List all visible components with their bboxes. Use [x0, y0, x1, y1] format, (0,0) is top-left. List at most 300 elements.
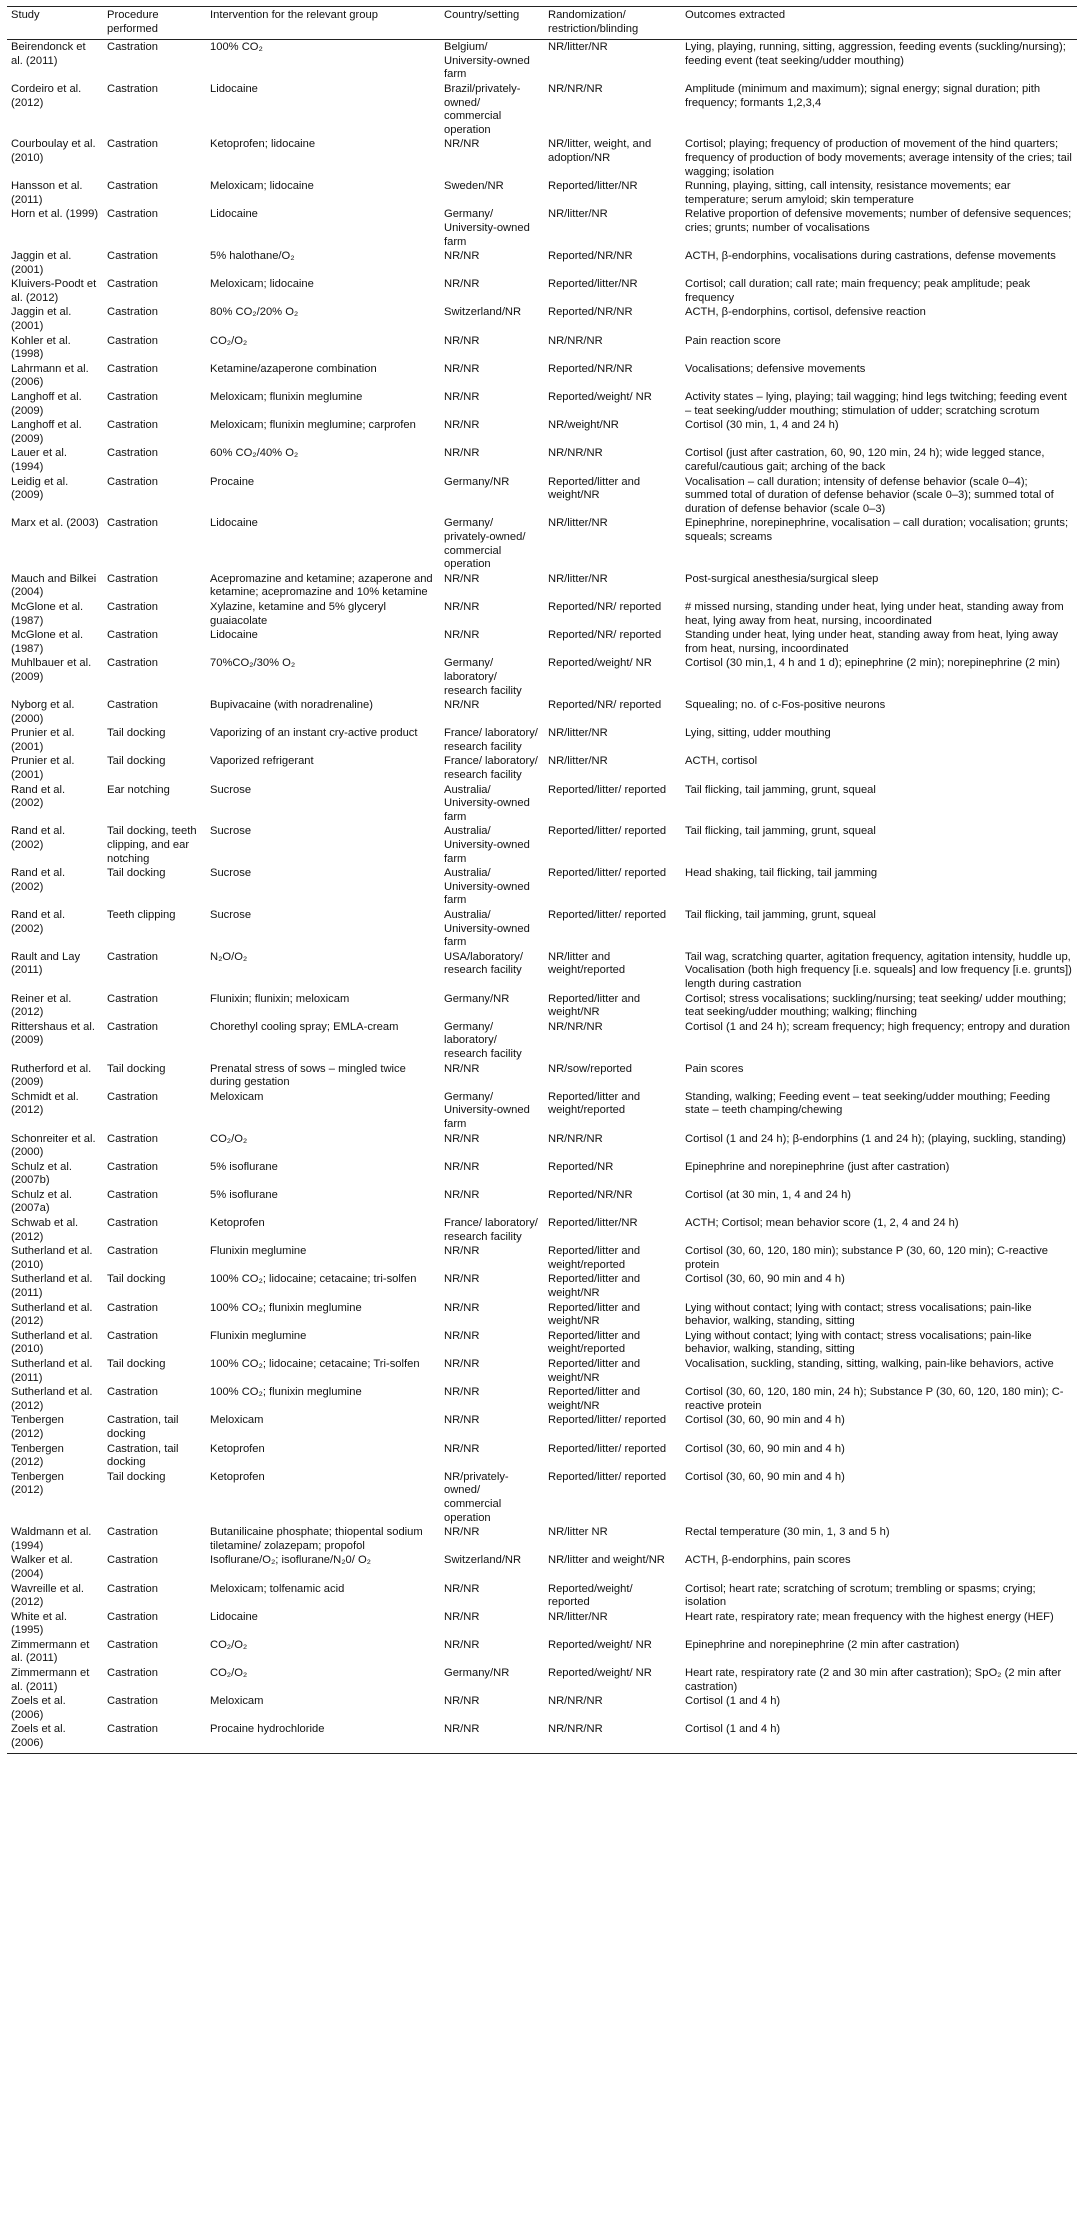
cell-outcomes: Heart rate, respiratory rate (2 and 30 min after castration); SpO₂ (2 min after castration): [685, 1667, 1062, 1693]
cell-procedure: Castration: [107, 992, 158, 1005]
cell-country: NR/NR: [444, 138, 480, 151]
cell-randomization: Reported/litter/NR: [548, 180, 638, 193]
cell-study: Rand et al. (2002): [11, 825, 66, 852]
cell-intervention: Ketoprofen: [210, 1470, 265, 1483]
cell-country: Australia/ University-owned farm: [444, 909, 530, 949]
cell-intervention: Meloxicam; flunixin meglumine; carprofen: [210, 419, 416, 432]
cell-country: Australia/ University-owned farm: [444, 867, 530, 907]
cell-study: Reiner et al. (2012): [11, 992, 72, 1019]
cell-country: NR/NR: [444, 1610, 480, 1623]
cell-randomization: Reported/NR/NR: [548, 362, 633, 375]
table-row: [7, 305, 1077, 333]
cell-intervention: Procaine hydrochloride: [206, 1722, 440, 1753]
cell-study: Muhlbauer et al. (2009): [11, 657, 92, 683]
cell-study: Lauer et al. (1994): [11, 447, 67, 473]
cell-study: Waldmann et al. (1994): [11, 1526, 92, 1552]
cell-randomization: Reported/NR/NR: [548, 306, 633, 319]
cell-country: NR/NR: [444, 391, 480, 404]
cell-procedure: Castration: [107, 1160, 158, 1173]
cell-procedure: Tail docking: [107, 755, 166, 768]
table-row: [7, 908, 1077, 950]
cell-outcomes: Cortisol (30, 60, 120, 180 min, 24 h); Substance P (30, 60, 120, 180 min); C-reactive protein: [685, 1386, 1064, 1412]
header-randomization: Randomization/ restriction/blinding: [544, 7, 681, 40]
table-row: [7, 277, 1077, 305]
cell-outcomes: Running, playing, sitting, call intensity, resistance movements; ear temperature; serum amyloid; skin temperature: [685, 180, 1011, 206]
cell-intervention: 100% CO₂; lidocaine; cetacaine; tri-solfen: [210, 1273, 417, 1286]
cell-randomization: Reported/litter/ reported: [548, 825, 667, 838]
cell-study: Rutherford et al. (2009): [11, 1062, 92, 1089]
cell-intervention: 70%CO₂/30% O₂: [210, 657, 296, 670]
cell-study: McGlone et al. (1987): [11, 629, 84, 655]
table-row: [7, 82, 1077, 137]
table-row: [7, 1638, 1077, 1666]
cell-intervention: Acepromazine and ketamine; azaperone and ketamine; acepromazine and 10% ketamine: [210, 572, 433, 599]
cell-intervention: 100% CO₂; flunixin meglumine: [210, 1386, 362, 1399]
cell-country: NR/NR: [444, 1273, 480, 1286]
cell-country: Germany/ privately-owned/ commercial operation: [444, 517, 526, 571]
cell-country: Germany/NR: [444, 475, 510, 488]
cell-country: NR/NR: [444, 1386, 480, 1399]
cell-study: Cordeiro et al. (2012): [11, 82, 82, 109]
cell-procedure: Castration: [107, 362, 158, 375]
cell-intervention: Sucrose: [210, 825, 252, 838]
cell-procedure: Castration: [107, 180, 158, 193]
cell-country: NR/NR: [444, 419, 480, 432]
cell-country: NR/NR: [444, 1062, 480, 1075]
cell-intervention: Xylazine, ketamine and 5% glyceryl guaiacolate: [210, 600, 386, 627]
cell-study: Schonreiter et al. (2000): [11, 1132, 96, 1159]
cell-country: NR/NR: [444, 1695, 480, 1708]
table-row: [7, 1329, 1077, 1357]
cell-intervention: Lidocaine: [210, 82, 258, 95]
cell-randomization: NR/NR/NR: [548, 1020, 603, 1033]
cell-randomization: Reported/NR: [548, 1160, 614, 1173]
cell-intervention: Ketoprofen; lidocaine: [210, 138, 316, 151]
cell-intervention: Meloxicam: [210, 1090, 264, 1103]
cell-randomization: Reported/weight/ NR: [548, 1667, 652, 1680]
cell-randomization: NR/NR/NR: [548, 82, 603, 95]
cell-study: Sutherland et al. (2010): [11, 1329, 93, 1356]
cell-intervention: Meloxicam: [210, 1414, 264, 1427]
cell-outcomes: Cortisol; call duration; call rate; main frequency; peak amplitude; peak frequency: [685, 278, 1031, 304]
cell-procedure: Castration: [107, 572, 158, 585]
cell-study: Leidig et al. (2009): [11, 475, 69, 502]
cell-randomization: Reported/litter and weight/reported: [548, 1245, 641, 1271]
cell-randomization: NR/litter and weight/NR: [548, 1554, 665, 1567]
cell-randomization: NR/NR/NR: [544, 1722, 681, 1753]
cell-outcomes: Vocalisation – call duration; intensity of defense behavior (scale 0–4); summed total of duration of defense behavior (scale 0–3); summed total of duration of defense behavior (scale 0–3): [685, 475, 1054, 515]
cell-intervention: Ketoprofen: [210, 1217, 265, 1230]
cell-outcomes: Cortisol (30, 60, 90 min and 4 h): [685, 1442, 845, 1455]
table-row: [7, 334, 1077, 362]
header-intervention: Intervention for the relevant group: [206, 7, 440, 40]
cell-study: Lahrmann et al. (2006): [11, 362, 89, 389]
cell-outcomes: Cortisol (30 min,1, 4 h and 1 d); epinephrine (2 min); norepinephrine (2 min): [685, 657, 1060, 670]
cell-outcomes: Activity states – lying, playing; tail wagging; hind legs twitching; feeding event – teat seeking/udder mouthing; stimulation of udder; scratching scrotum: [685, 391, 1067, 417]
table-row: [7, 1160, 1077, 1188]
cell-intervention: Meloxicam; flunixin meglumine: [210, 391, 363, 404]
table-row: [7, 726, 1077, 754]
cell-country: NR/NR: [444, 334, 480, 347]
cell-country: Sweden/NR: [444, 180, 504, 193]
cell-randomization: NR/litter/NR: [548, 572, 608, 585]
cell-randomization: NR/weight/NR: [548, 419, 619, 432]
cell-procedure: Castration: [107, 1554, 158, 1567]
cell-procedure: Tail docking: [107, 1273, 166, 1286]
table-row: [7, 1062, 1077, 1090]
cell-outcomes: Cortisol (30, 60, 90 min and 4 h): [685, 1414, 845, 1427]
cell-outcomes: # missed nursing, standing under heat, lying under heat, standing away from heat, lying away from heat, nursing, incoordinated: [685, 600, 1064, 627]
cell-outcomes: Lying, sitting, udder mouthing: [685, 727, 831, 740]
table-row: [7, 1442, 1077, 1470]
table-row: [7, 1020, 1077, 1062]
cell-outcomes: Cortisol (1 and 4 h): [681, 1722, 1077, 1753]
cell-country: NR/NR: [444, 1329, 480, 1342]
cell-study: Langhoff et al. (2009): [11, 391, 82, 417]
cell-country: Germany/NR: [444, 992, 510, 1005]
cell-study: Mauch and Bilkei (2004): [11, 572, 97, 599]
cell-intervention: 100% CO₂: [210, 41, 263, 54]
cell-study: Sutherland et al. (2012): [11, 1386, 93, 1412]
cell-outcomes: Cortisol (at 30 min, 1, 4 and 24 h): [685, 1188, 852, 1201]
cell-intervention: Bupivacaine (with noradrenaline): [210, 699, 373, 712]
table-row: [7, 754, 1077, 782]
cell-country: NR/NR: [444, 1301, 480, 1314]
cell-procedure: Castration: [107, 1695, 158, 1708]
cell-outcomes: ACTH, β-endorphins, pain scores: [685, 1554, 851, 1567]
cell-outcomes: Epinephrine and norepinephrine (2 min after castration): [685, 1638, 960, 1651]
cell-intervention: Ketoprofen: [210, 1442, 265, 1455]
cell-country: Germany/ University-owned farm: [444, 208, 530, 248]
cell-randomization: NR/litter/NR: [548, 517, 608, 530]
cell-country: NR/NR: [444, 1442, 480, 1455]
cell-intervention: CO₂/O₂: [210, 1132, 248, 1145]
cell-outcomes: Standing under heat, lying under heat, standing away from heat, lying away from heat, nursing, incoordinated: [685, 629, 1059, 655]
cell-study: Rittershaus et al. (2009): [11, 1020, 95, 1047]
cell-intervention: Procaine: [210, 475, 255, 488]
cell-randomization: NR/litter/NR: [548, 41, 608, 54]
cell-study: Hansson et al. (2011): [11, 180, 83, 206]
table-row: [7, 1525, 1077, 1553]
cell-study: Zimmermann et al. (2011): [11, 1667, 90, 1693]
header-outcomes: Outcomes extracted: [681, 7, 1077, 40]
cell-outcomes: Cortisol; heart rate; scratching of scrotum; trembling or spasms; crying; isolation: [685, 1582, 1036, 1609]
cell-procedure: Castration: [107, 1667, 158, 1680]
cell-study: Schwab et al. (2012): [11, 1217, 79, 1243]
cell-outcomes: ACTH, β-endorphins, vocalisations during castrations, defense movements: [685, 250, 1056, 263]
cell-country: NR/NR: [444, 362, 480, 375]
cell-intervention: 100% CO₂; flunixin meglumine: [210, 1301, 362, 1314]
cell-outcomes: Cortisol (1 and 4 h): [685, 1695, 781, 1708]
cell-country: Australia/ University-owned farm: [444, 783, 530, 823]
cell-intervention: 5% halothane/O₂: [210, 250, 295, 263]
cell-country: NR/NR: [444, 600, 480, 613]
cell-country: NR/NR: [444, 1160, 480, 1173]
cell-intervention: Flunixin meglumine: [210, 1245, 307, 1258]
table-row: [7, 390, 1077, 418]
cell-study: Wavreille et al. (2012): [11, 1582, 84, 1609]
cell-country: France/ laboratory/ research facility: [444, 727, 538, 753]
cell-study: McGlone et al. (1987): [11, 600, 84, 627]
header-procedure: Procedure performed: [103, 7, 206, 40]
cell-intervention: CO₂/O₂: [210, 1667, 248, 1680]
table-row: [7, 1470, 1077, 1525]
cell-randomization: Reported/litter and weight/reported: [548, 1329, 641, 1356]
cell-randomization: Reported/litter and weight/reported: [548, 1090, 641, 1117]
cell-randomization: Reported/litter and weight/NR: [548, 1273, 641, 1300]
cell-randomization: Reported/litter and weight/NR: [548, 1301, 641, 1328]
table-row: [7, 1694, 1077, 1722]
cell-randomization: Reported/weight/ NR: [548, 657, 652, 670]
cell-procedure: Castration: [103, 1722, 206, 1753]
header-study: Study: [7, 7, 103, 40]
cell-country: NR/NR: [444, 250, 480, 263]
cell-outcomes: Cortisol; stress vocalisations; suckling/nursing; teat seeking/ udder mouthing; teat seeking/udder mouthing; walking; flinching: [685, 992, 1067, 1019]
cell-country: Brazil/privately-owned/ commercial operation: [444, 82, 521, 136]
table-row: [7, 1553, 1077, 1581]
cell-country: NR/NR: [444, 1188, 480, 1201]
table-row: [7, 698, 1077, 726]
cell-outcomes: Vocalisations; defensive movements: [685, 362, 866, 375]
cell-randomization: Reported/NR/NR: [548, 1188, 633, 1201]
cell-outcomes: Tail wag, scratching quarter, agitation frequency, agitation intensity, huddle up, Vocalisation (both high frequency [i.e. squeals] and low frequency [i.e. grunts]) length during castration: [685, 950, 1072, 990]
table-header: [7, 7, 1077, 40]
cell-procedure: Castration: [107, 517, 158, 530]
cell-intervention: 80% CO₂/20% O₂: [210, 306, 299, 319]
cell-study: Schulz et al. (2007a): [11, 1188, 72, 1215]
cell-procedure: Castration: [107, 41, 158, 54]
cell-study: Rand et al. (2002): [11, 867, 66, 893]
cell-procedure: Castration: [107, 278, 158, 291]
cell-randomization: NR/litter/NR: [548, 1610, 608, 1623]
cell-country: Belgium/ University-owned farm: [444, 41, 530, 81]
cell-procedure: Castration: [107, 306, 158, 319]
cell-procedure: Castration: [107, 334, 158, 347]
cell-procedure: Castration: [107, 447, 158, 460]
cell-country: NR/NR: [444, 1582, 480, 1595]
table-row: [7, 137, 1077, 179]
cell-procedure: Castration, tail docking: [107, 1442, 179, 1469]
cell-study: Beirendonck et al. (2011): [11, 41, 86, 67]
cell-procedure: Castration: [107, 1329, 158, 1342]
cell-intervention: CO₂/O₂: [210, 1638, 248, 1651]
cell-study: Sutherland et al. (2012): [11, 1301, 93, 1328]
cell-country: NR/NR: [440, 1722, 544, 1753]
cell-outcomes: Rectal temperature (30 min, 1, 3 and 5 h): [685, 1526, 890, 1539]
cell-study: Zoels et al. (2006): [7, 1722, 103, 1753]
cell-procedure: Tail docking: [107, 727, 166, 740]
table-row: [7, 1132, 1077, 1160]
cell-country: Germany/NR: [444, 1667, 510, 1680]
cell-randomization: NR/NR/NR: [548, 447, 603, 460]
cell-intervention: 100% CO₂; lidocaine; cetacaine; Tri-solfen: [210, 1358, 420, 1370]
cell-outcomes: ACTH; Cortisol; mean behavior score (1, 2, 4 and 24 h): [685, 1217, 959, 1230]
cell-procedure: Tail docking: [107, 867, 166, 880]
cell-study: Marx et al. (2003): [11, 517, 99, 530]
table-body: [7, 40, 1077, 1753]
cell-study: Rault and Lay (2011): [11, 950, 81, 977]
cell-study: Kluivers-Poodt et al. (2012): [11, 278, 97, 304]
cell-randomization: Reported/litter and weight/NR: [548, 1358, 641, 1384]
cell-randomization: Reported/litter/ reported: [548, 1414, 667, 1427]
cell-randomization: Reported/litter and weight/NR: [548, 1386, 641, 1412]
cell-study: Tenbergen (2012): [11, 1414, 64, 1440]
cell-study: Courboulay et al. (2010): [11, 138, 96, 164]
cell-intervention: Lidocaine: [210, 629, 258, 642]
cell-study: Sutherland et al. (2010): [11, 1245, 93, 1271]
cell-randomization: Reported/weight/ NR: [548, 1638, 652, 1651]
cell-randomization: NR/litter/NR: [548, 755, 608, 768]
cell-outcomes: Squealing; no. of c-Fos-positive neurons: [685, 699, 886, 712]
cell-outcomes: Cortisol (30, 60, 120, 180 min); substance P (30, 60, 120 min); C-reactive protein: [685, 1245, 1048, 1271]
cell-country: Australia/ University-owned farm: [444, 825, 530, 865]
table-row: [7, 1413, 1077, 1441]
cell-procedure: Castration: [107, 657, 158, 670]
cell-intervention: CO₂/O₂: [210, 334, 248, 347]
cell-randomization: NR/litter/NR: [548, 208, 608, 221]
cell-outcomes: Tail flicking, tail jamming, grunt, squeal: [685, 909, 876, 921]
cell-outcomes: Cortisol (30, 60, 90 min and 4 h): [685, 1470, 845, 1483]
cell-outcomes: Heart rate, respiratory rate; mean frequency with the highest energy (HEF): [685, 1610, 1054, 1623]
cell-study: Nyborg et al. (2000): [11, 699, 75, 725]
cell-study: Rand et al. (2002): [11, 783, 66, 810]
cell-outcomes: Standing, walking; Feeding event – teat seeking/udder mouthing; Feeding state – teeth champing/chewing: [685, 1090, 1051, 1117]
cell-study: Schmidt et al. (2012): [11, 1090, 79, 1117]
cell-country: NR/NR: [444, 1132, 480, 1145]
cell-intervention: 5% isoflurane: [210, 1188, 278, 1201]
cell-outcomes: Cortisol; playing; frequency of production of movement of the hind quarters; frequency of production of body movements; average intensity of the cries; tail wagging; isolation: [685, 138, 1072, 178]
cell-randomization: NR/litter/NR: [548, 727, 608, 740]
cell-intervention: 60% CO₂/40% O₂: [210, 447, 299, 460]
cell-randomization: Reported/litter/NR: [548, 278, 638, 291]
cell-country: Switzerland/NR: [444, 1554, 522, 1567]
cell-procedure: Castration: [107, 1090, 158, 1103]
cell-procedure: Castration: [107, 699, 158, 712]
cell-randomization: NR/litter, weight, and adoption/NR: [548, 138, 652, 164]
cell-procedure: Castration: [107, 1245, 158, 1258]
cell-intervention: Prenatal stress of sows – mingled twice during gestation: [210, 1062, 406, 1089]
cell-outcomes: Head shaking, tail flicking, tail jamming: [685, 867, 878, 880]
cell-outcomes: Pain reaction score: [685, 334, 781, 347]
cell-procedure: Castration, tail docking: [107, 1414, 179, 1440]
cell-procedure: Castration: [107, 82, 158, 95]
table-row: [7, 475, 1077, 517]
cell-outcomes: Relative proportion of defensive movements; number of defensive sequences; cries; grunts; number of vocalisations: [685, 208, 1072, 234]
cell-randomization: NR/litter NR: [548, 1526, 608, 1539]
cell-randomization: Reported/weight/ reported: [548, 1582, 633, 1609]
cell-intervention: Flunixin meglumine: [210, 1329, 307, 1342]
cell-intervention: Sucrose: [210, 867, 252, 880]
cell-procedure: Tail docking: [107, 1470, 166, 1483]
cell-country: France/ laboratory/ research facility: [444, 755, 538, 782]
cell-outcomes: Lying, playing, running, sitting, aggression, feeding events (suckling/nursing); feeding event (teat seeking/udder mouthing): [685, 41, 1066, 67]
cell-outcomes: Cortisol (just after castration, 60, 90, 120 min, 24 h); wide legged stance, careful/cautious gait; arching of the back: [685, 447, 1045, 473]
cell-intervention: Lidocaine: [210, 517, 258, 530]
header-country: Country/setting: [440, 7, 544, 40]
table-row: [7, 992, 1077, 1020]
cell-country: Germany/ laboratory/ research facility: [444, 1020, 522, 1060]
table-row: [7, 1272, 1077, 1300]
cell-procedure: Castration: [107, 1386, 158, 1399]
cell-intervention: Chorethyl cooling spray; EMLA-cream: [210, 1020, 399, 1033]
cell-country: USA/laboratory/ research facility: [444, 950, 523, 977]
cell-procedure: Tail docking, teeth clipping, and ear notching: [107, 825, 197, 865]
table-row: [7, 824, 1077, 866]
cell-study: Langhoff et al. (2009): [11, 419, 82, 445]
cell-outcomes: ACTH, β-endorphins, cortisol, defensive reaction: [685, 306, 926, 319]
cell-procedure: Castration: [107, 1188, 158, 1201]
table-row: [7, 572, 1077, 600]
cell-country: NR/NR: [444, 1414, 480, 1427]
table-row: [7, 1582, 1077, 1610]
cell-procedure: Castration: [107, 1217, 158, 1230]
header-row: [7, 7, 1077, 40]
cell-outcomes: Tail flicking, tail jamming, grunt, squeal: [685, 825, 876, 838]
cell-study: Kohler et al. (1998): [11, 334, 71, 361]
cell-intervention: N₂O/O₂: [210, 950, 248, 963]
cell-study: Prunier et al. (2001): [11, 727, 75, 753]
cell-procedure: Castration: [107, 419, 158, 432]
cell-study: Sutherland et al. (2011): [11, 1358, 93, 1384]
cell-country: NR/NR: [444, 1245, 480, 1258]
table-row: [7, 1666, 1077, 1694]
cell-procedure: Castration: [107, 600, 158, 613]
cell-study: White et al. (1995): [11, 1610, 67, 1637]
cell-randomization: NR/NR/NR: [548, 1132, 603, 1145]
cell-randomization: Reported/litter and weight/NR: [548, 992, 641, 1019]
cell-randomization: Reported/NR/ reported: [548, 699, 662, 712]
cell-country: NR/NR: [444, 278, 480, 291]
cell-outcomes: Pain scores: [685, 1062, 744, 1075]
cell-intervention: Butanilicaine phosphate; thiopental sodium tiletamine/ zolazepam; propofol: [210, 1526, 423, 1552]
cell-randomization: Reported/litter/ reported: [548, 1470, 667, 1483]
cell-randomization: Reported/litter/NR: [548, 1217, 638, 1230]
cell-country: NR/NR: [444, 1358, 480, 1370]
cell-randomization: Reported/NR/ reported: [548, 600, 662, 613]
cell-procedure: Castration: [107, 1132, 158, 1145]
cell-country: NR/privately-owned/ commercial operation: [444, 1470, 509, 1524]
table-row: [7, 656, 1077, 698]
cell-country: NR/NR: [444, 629, 480, 642]
table-row: [7, 516, 1077, 571]
cell-country: NR/NR: [444, 699, 480, 712]
cell-outcomes: Vocalisation, suckling, standing, sitting, walking, pain-like behaviors, active: [685, 1358, 1054, 1370]
table-row: [7, 179, 1077, 207]
cell-outcomes: ACTH, cortisol: [685, 755, 758, 768]
table-row: [7, 600, 1077, 628]
cell-outcomes: Cortisol (1 and 24 h); scream frequency; high frequency; entropy and duration: [685, 1020, 1070, 1033]
table-row: [7, 1722, 1077, 1753]
cell-randomization: Reported/litter/ reported: [548, 1442, 667, 1455]
cell-randomization: NR/sow/reported: [548, 1062, 632, 1075]
cell-procedure: Castration: [107, 138, 158, 151]
cell-country: NR/NR: [444, 572, 480, 585]
table-row: [7, 950, 1077, 992]
cell-intervention: 5% isoflurane: [210, 1160, 278, 1173]
cell-study: Prunier et al. (2001): [11, 755, 75, 782]
table-row: [7, 1216, 1077, 1244]
cell-randomization: Reported/litter/ reported: [548, 909, 667, 921]
cell-randomization: Reported/NR/NR: [548, 250, 633, 263]
cell-country: France/ laboratory/ research facility: [444, 1217, 538, 1243]
cell-outcomes: Lying without contact; lying with contact; stress vocalisations; pain-like behavior, walking, standing, sitting: [685, 1301, 1032, 1328]
table-row: [7, 40, 1077, 82]
cell-procedure: Castration: [107, 1526, 158, 1539]
table-row: [7, 1357, 1077, 1385]
cell-outcomes: Amplitude (minimum and maximum); signal energy; signal duration; pith frequency; formants 1,2,3,4: [685, 82, 1041, 109]
cell-intervention: Meloxicam; tolfenamic acid: [210, 1582, 345, 1595]
cell-procedure: Castration: [107, 950, 158, 963]
